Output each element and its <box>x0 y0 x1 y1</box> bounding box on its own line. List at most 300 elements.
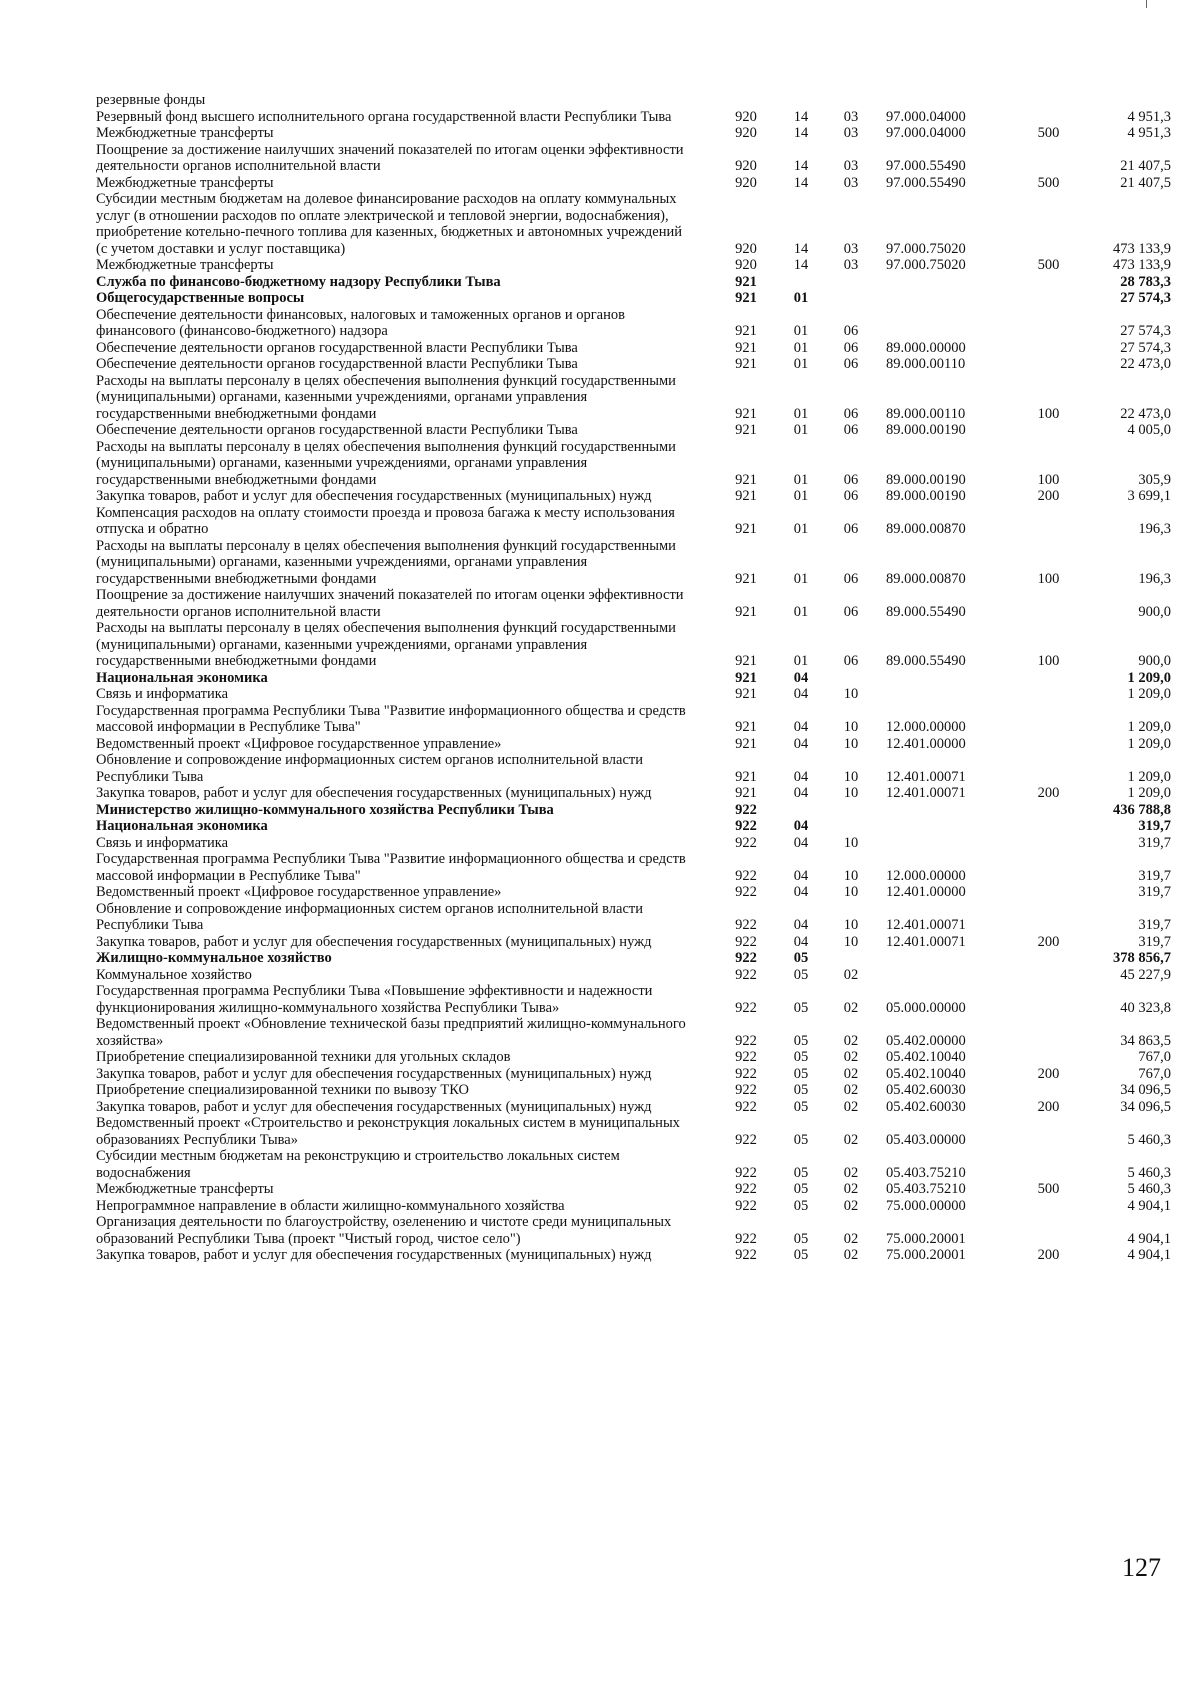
row-cell-c6: 22 473,0 <box>1120 405 1171 422</box>
row-name: Расходы на выплаты персоналу в целях обеспечения выполнения функций государственными (муниципальными) органами, казенными учреждениями, органами управления государственными внебюджетными фондами <box>96 620 676 669</box>
row-cell-c6: 34 096,5 <box>1120 1082 1171 1098</box>
row-cell-c6: 27 574,3 <box>1120 323 1171 339</box>
row-cell-c1: 922 <box>735 1181 757 1197</box>
row-cell-c6: 45 227,9 <box>1120 966 1171 983</box>
row-name: Субсидии местным бюджетам на долевое финансирование расходов на оплату коммунальных услуг (в отношении расходов по оплате электрической и тепловой энергии, водоснабжения), приобретение котельно-печного топлива для казенных, бюджетных и автономных учреждений (с учетом доставки и услуг поставщика) <box>96 191 682 257</box>
row-cell-c3: 03 <box>843 257 859 273</box>
row-cell-c3: 06 <box>843 521 859 537</box>
row-name: Межбюджетные трансферты <box>96 125 274 141</box>
row-name: Обновление и сопровождение информационных систем органов исполнительной власти Республики Тыва <box>96 900 643 933</box>
row-cell-c6: 3 699,1 <box>1127 488 1171 504</box>
row-name: Непрограммное направление в области жилищно-коммунального хозяйства <box>96 1197 565 1214</box>
row-name: Обеспечение деятельности финансовых, налоговых и таможенных органов и органов финансового (финансово-бюджетного) надзора <box>96 306 625 339</box>
row-cell-c6: 767,0 <box>1138 1049 1171 1065</box>
row-cell-c6: 22 473,0 <box>1120 356 1171 372</box>
row-cell-c4: 12.401.00000 <box>886 735 966 752</box>
row-cell-c6: 473 133,9 <box>1113 240 1171 257</box>
row-cell-c4: 05.402.10040 <box>886 1049 966 1065</box>
row-name: Национальная экономика <box>96 669 268 686</box>
table-row <box>96 752 1171 785</box>
row-cell-c3: 06 <box>843 471 859 488</box>
row-cell-c4: 89.000.00110 <box>886 405 966 422</box>
row-cell-c4: 12.401.00071 <box>886 768 966 785</box>
row-cell-c3: 10 <box>843 785 859 801</box>
row-name: Закупка товаров, работ и услуг для обеспечения государственных (муниципальных) нужд <box>96 933 652 950</box>
row-cell-c1: 921 <box>735 521 757 537</box>
row-cell-c4: 89.000.00190 <box>886 488 966 504</box>
row-cell-c3: 06 <box>843 488 859 504</box>
row-cell-c3: 10 <box>843 719 859 735</box>
row-cell-c1: 921 <box>735 653 757 669</box>
row-cell-c1: 921 <box>735 785 757 801</box>
row-cell-c2: 01 <box>793 471 809 488</box>
row-cell-c1: 921 <box>735 603 757 620</box>
row-cell-c2: 14 <box>793 108 809 125</box>
table-row <box>96 141 1171 175</box>
row-cell-c2: 05 <box>793 950 809 966</box>
row-cell-c4: 97.000.04000 <box>886 108 966 125</box>
row-cell-c6: 4 904,1 <box>1127 1197 1171 1214</box>
row-cell-c4: 05.402.10040 <box>886 1065 966 1082</box>
row-name: Служба по финансово-бюджетному надзору Республики Тыва <box>96 273 501 290</box>
row-cell-c4: 97.000.55490 <box>886 174 966 191</box>
row-name: Резервный фонд высшего исполнительного органа государственной власти Республики Тыва <box>96 108 672 125</box>
row-cell-c1: 922 <box>735 1065 757 1082</box>
row-cell-c2: 05 <box>793 1164 809 1181</box>
row-cell-c1: 921 <box>735 405 757 422</box>
row-name: Обеспечение деятельности органов государственной власти Республики Тыва <box>96 356 578 372</box>
row-cell-c1: 921 <box>735 719 757 735</box>
row-cell-c5: 200 <box>1037 1247 1060 1263</box>
row-cell-c6: 900,0 <box>1138 653 1171 669</box>
row-cell-c5: 200 <box>1037 1065 1060 1082</box>
table-row <box>96 306 1171 340</box>
row-cell-c4: 12.401.00071 <box>886 933 966 950</box>
row-cell-c2: 04 <box>793 834 809 851</box>
row-cell-c3: 02 <box>843 1247 859 1263</box>
row-cell-c3: 02 <box>843 1164 859 1181</box>
row-cell-c1: 922 <box>735 1164 757 1181</box>
row-cell-c2: 01 <box>793 653 809 669</box>
row-cell-c2: 05 <box>793 966 809 983</box>
row-cell-c2: 01 <box>793 339 809 356</box>
row-cell-c6: 319,7 <box>1138 917 1171 933</box>
table-row <box>96 125 1171 142</box>
row-cell-c1: 921 <box>735 290 757 306</box>
row-cell-c3: 06 <box>843 323 859 339</box>
row-cell-c6: 5 460,3 <box>1127 1164 1171 1181</box>
row-cell-c1: 921 <box>735 323 757 339</box>
row-cell-c2: 05 <box>793 1131 809 1148</box>
row-name: Обеспечение деятельности органов государственной власти Республики Тыва <box>96 422 578 438</box>
row-cell-c6: 21 407,5 <box>1120 174 1171 191</box>
table-row <box>96 438 1171 489</box>
row-cell-c3: 02 <box>843 1197 859 1214</box>
row-cell-c2: 04 <box>793 686 809 702</box>
table-row <box>96 983 1171 1016</box>
row-cell-c1: 922 <box>735 1131 757 1148</box>
row-cell-c2: 04 <box>793 818 809 834</box>
row-cell-c2: 01 <box>793 405 809 422</box>
row-cell-c2: 05 <box>793 1197 809 1214</box>
row-cell-c5: 500 <box>1037 1181 1060 1197</box>
row-name: Закупка товаров, работ и услуг для обеспечения государственных (муниципальных) нужд <box>96 1098 652 1115</box>
row-cell-c6: 5 460,3 <box>1127 1181 1171 1197</box>
row-cell-c3: 02 <box>843 1049 859 1065</box>
row-name: Межбюджетные трансферты <box>96 257 274 273</box>
row-cell-c1: 921 <box>735 356 757 372</box>
row-cell-c1: 922 <box>735 1247 757 1263</box>
table-row <box>96 191 1171 257</box>
row-cell-c6: 4 951,3 <box>1127 108 1171 125</box>
row-name: Коммунальное хозяйство <box>96 966 252 983</box>
row-name: Связь и информатика <box>96 686 229 702</box>
row-cell-c6: 900,0 <box>1138 603 1171 620</box>
row-cell-c1: 922 <box>735 867 757 884</box>
row-cell-c3: 10 <box>843 917 859 933</box>
row-cell-c2: 01 <box>793 488 809 504</box>
row-cell-c3: 03 <box>843 158 859 174</box>
row-cell-c2: 04 <box>793 785 809 801</box>
row-name: Закупка товаров, работ и услуг для обеспечения государственных (муниципальных) нужд <box>96 785 652 801</box>
row-cell-c5: 100 <box>1037 570 1060 587</box>
table-row <box>96 1181 1171 1198</box>
table-row <box>96 801 1171 819</box>
row-name: Расходы на выплаты персоналу в целях обеспечения выполнения функций государственными (муниципальными) органами, казенными учреждениями, органами управления государственными внебюджетными фондами <box>96 537 676 587</box>
row-cell-c3: 03 <box>843 108 859 125</box>
row-name: Общегосударственные вопросы <box>96 290 305 306</box>
row-cell-c4: 75.000.00000 <box>886 1197 966 1214</box>
row-cell-c4: 89.000.00000 <box>886 339 966 356</box>
table-row <box>96 1082 1171 1099</box>
row-name: Субсидии местным бюджетам на реконструкцию и строительство локальных систем водоснабжения <box>96 1148 620 1181</box>
table-row <box>96 174 1171 192</box>
row-cell-c1: 922 <box>735 884 757 900</box>
row-cell-c6: 27 574,3 <box>1120 290 1171 306</box>
table-row <box>96 834 1171 852</box>
table-row <box>96 851 1171 884</box>
page-number: 127 <box>1122 1553 1161 1582</box>
row-name: Государственная программа Республики Тыва "Развитие информационного общества и средств массовой информации в Республике Тыва" <box>96 851 686 884</box>
row-cell-c1: 920 <box>735 240 757 257</box>
row-cell-c1: 922 <box>735 933 757 950</box>
row-cell-c1: 920 <box>735 158 757 174</box>
row-cell-c2: 05 <box>793 1065 809 1082</box>
table-row <box>96 620 1171 670</box>
row-name: Закупка товаров, работ и услуг для обеспечения государственных (муниципальных) нужд <box>96 1065 652 1082</box>
table-row <box>96 702 1171 736</box>
row-cell-c4: 89.000.00190 <box>886 422 966 438</box>
row-name: Организация деятельности по благоустройству, озеленению и чистоте среди муниципальных образований Республики Тыва (проект "Чистый город, чистое село") <box>96 1214 672 1247</box>
row-cell-c1: 922 <box>735 1032 757 1049</box>
row-name: Ведомственный проект «Обновление технической базы предприятий жилищно-коммунального хозяйства» <box>96 1016 686 1049</box>
row-cell-c3: 02 <box>843 1230 859 1247</box>
row-name: Закупка товаров, работ и услуг для обеспечения государственных (муниципальных) нужд <box>96 488 652 504</box>
row-cell-c6: 196,3 <box>1138 521 1171 537</box>
row-cell-c3: 02 <box>843 1181 859 1197</box>
row-cell-c2: 04 <box>793 735 809 752</box>
row-cell-c3: 03 <box>843 174 859 191</box>
row-cell-c1: 920 <box>735 108 757 125</box>
row-cell-c2: 01 <box>793 521 809 537</box>
table-row <box>96 1098 1171 1116</box>
row-cell-c3: 06 <box>843 422 859 438</box>
row-cell-c3: 02 <box>843 1032 859 1049</box>
row-cell-c1: 921 <box>735 422 757 438</box>
row-cell-c2: 01 <box>793 422 809 438</box>
table-row <box>96 1197 1171 1215</box>
row-cell-c3: 10 <box>843 933 859 950</box>
row-cell-c5: 500 <box>1037 257 1060 273</box>
row-cell-c3: 02 <box>843 1065 859 1082</box>
row-cell-c3: 06 <box>843 356 859 372</box>
table-row <box>96 1214 1171 1247</box>
row-cell-c4: 05.403.00000 <box>886 1131 966 1148</box>
row-cell-c2: 04 <box>793 867 809 884</box>
row-cell-c3: 02 <box>843 966 859 983</box>
row-cell-c6: 305,9 <box>1138 471 1171 488</box>
row-cell-c4: 75.000.20001 <box>886 1230 966 1247</box>
table-row <box>96 669 1171 687</box>
row-cell-c4: 05.403.75210 <box>886 1181 966 1197</box>
row-name: Приобретение специализированной техники для угольных складов <box>96 1049 511 1065</box>
row-cell-c2: 05 <box>793 999 809 1016</box>
row-cell-c2: 01 <box>793 603 809 620</box>
row-cell-c3: 06 <box>843 603 859 620</box>
table-row <box>96 356 1171 373</box>
table-row <box>96 1247 1171 1264</box>
table-row <box>96 735 1171 753</box>
row-cell-c4: 89.000.00870 <box>886 570 966 587</box>
row-name: резервные фонды <box>96 92 206 108</box>
row-cell-c6: 1 209,0 <box>1127 719 1171 735</box>
row-name: Министерство жилищно-коммунального хозяйства Республики Тыва <box>96 801 554 818</box>
row-cell-c1: 921 <box>735 273 757 290</box>
table-row <box>96 818 1171 835</box>
row-name: Компенсация расходов на оплату стоимости проезда и провоза багажа к месту использования отпуска и обратно <box>96 504 675 537</box>
row-cell-c2: 01 <box>793 356 809 372</box>
row-cell-c1: 921 <box>735 471 757 488</box>
row-cell-c1: 922 <box>735 950 757 966</box>
table-row <box>96 884 1171 901</box>
row-cell-c3: 06 <box>843 570 859 587</box>
row-cell-c1: 922 <box>735 834 757 851</box>
row-cell-c3: 10 <box>843 867 859 884</box>
row-cell-c1: 922 <box>735 1082 757 1098</box>
row-name: Обновление и сопровождение информационных систем органов исполнительной власти Республики Тыва <box>96 752 643 785</box>
table-row <box>96 488 1171 505</box>
row-cell-c3: 10 <box>843 834 859 851</box>
row-cell-c5: 500 <box>1037 174 1060 191</box>
row-cell-c6: 21 407,5 <box>1120 158 1171 174</box>
table-row <box>96 950 1171 967</box>
table-row <box>96 108 1171 126</box>
row-cell-c2: 04 <box>793 768 809 785</box>
row-cell-c4: 89.000.55490 <box>886 653 966 669</box>
table-row <box>96 1148 1171 1181</box>
row-cell-c1: 920 <box>735 174 757 191</box>
row-cell-c2: 05 <box>793 1247 809 1263</box>
table-row <box>96 966 1171 984</box>
budget-table <box>96 92 1171 1264</box>
table-row <box>96 1065 1171 1083</box>
row-cell-c2: 05 <box>793 1230 809 1247</box>
row-name: Обеспечение деятельности органов государственной власти Республики Тыва <box>96 339 578 356</box>
row-cell-c4: 97.000.55490 <box>886 158 966 174</box>
row-cell-c4: 05.402.00000 <box>886 1032 966 1049</box>
row-cell-c3: 02 <box>843 1082 859 1098</box>
table-row <box>96 273 1171 291</box>
row-name: Поощрение за достижение наилучших значений показателей по итогам оценки эффективности деятельности органов исполнительной власти <box>96 587 684 620</box>
row-cell-c2: 14 <box>793 158 809 174</box>
row-cell-c6: 1 209,0 <box>1127 768 1171 785</box>
row-name: Ведомственный проект «Цифровое государственное управление» <box>96 735 502 752</box>
row-name: Государственная программа Республики Тыва «Повышение эффективности и надежности функционирования жилищно-коммунального хозяйства Республики Тыва» <box>96 983 653 1016</box>
row-cell-c6: 767,0 <box>1138 1065 1171 1082</box>
row-cell-c4: 05.000.00000 <box>886 999 966 1016</box>
row-cell-c6: 319,7 <box>1138 884 1171 900</box>
row-cell-c2: 14 <box>793 125 809 141</box>
table-row <box>96 1115 1171 1148</box>
row-cell-c3: 02 <box>843 999 859 1016</box>
row-cell-c6: 319,7 <box>1138 867 1171 884</box>
row-cell-c6: 1 209,0 <box>1127 686 1171 702</box>
row-cell-c1: 922 <box>735 1049 757 1065</box>
row-cell-c2: 14 <box>793 174 809 191</box>
row-cell-c2: 04 <box>793 933 809 950</box>
row-cell-c4: 12.401.00071 <box>886 917 966 933</box>
row-cell-c2: 04 <box>793 884 809 900</box>
row-cell-c3: 06 <box>843 339 859 356</box>
row-cell-c6: 4 904,1 <box>1127 1230 1171 1247</box>
row-cell-c2: 14 <box>793 240 809 257</box>
row-name: Национальная экономика <box>96 818 268 834</box>
row-cell-c1: 921 <box>735 669 757 686</box>
row-cell-c4: 12.000.00000 <box>886 867 966 884</box>
row-cell-c4: 89.000.55490 <box>886 603 966 620</box>
table-row <box>96 537 1171 588</box>
row-cell-c4: 05.403.75210 <box>886 1164 966 1181</box>
row-cell-c6: 4 005,0 <box>1127 422 1171 438</box>
table-row <box>96 587 1171 620</box>
row-name: Ведомственный проект «Цифровое государственное управление» <box>96 884 502 900</box>
row-cell-c4: 97.000.75020 <box>886 240 966 257</box>
table-row <box>96 785 1171 802</box>
row-cell-c6: 436 788,8 <box>1113 801 1171 818</box>
row-cell-c5: 200 <box>1037 488 1060 504</box>
row-cell-c5: 200 <box>1037 933 1060 950</box>
row-cell-c3: 02 <box>843 1131 859 1148</box>
row-cell-c1: 921 <box>735 735 757 752</box>
row-name: Связь и информатика <box>96 834 229 851</box>
table-row <box>96 339 1171 357</box>
row-cell-c3: 10 <box>843 884 859 900</box>
row-cell-c2: 05 <box>793 1181 809 1197</box>
row-cell-c1: 921 <box>735 339 757 356</box>
row-cell-c4: 12.000.00000 <box>886 719 966 735</box>
row-cell-c6: 1 209,0 <box>1127 785 1171 801</box>
row-cell-c4: 89.000.00870 <box>886 521 966 537</box>
row-cell-c6: 319,7 <box>1138 933 1171 950</box>
row-cell-c6: 28 783,3 <box>1120 273 1171 290</box>
row-cell-c6: 473 133,9 <box>1113 257 1171 273</box>
row-cell-c1: 922 <box>735 1230 757 1247</box>
row-cell-c4: 97.000.04000 <box>886 125 966 141</box>
row-cell-c3: 03 <box>843 125 859 141</box>
row-cell-c1: 921 <box>735 768 757 785</box>
row-cell-c4: 75.000.20001 <box>886 1247 966 1263</box>
row-cell-c2: 01 <box>793 323 809 339</box>
row-cell-c6: 319,7 <box>1138 818 1171 834</box>
row-cell-c6: 1 209,0 <box>1127 669 1171 686</box>
table-row <box>96 686 1171 703</box>
row-cell-c6: 27 574,3 <box>1120 339 1171 356</box>
table-row <box>96 1049 1171 1066</box>
row-cell-c2: 05 <box>793 1049 809 1065</box>
row-cell-c5: 100 <box>1037 471 1060 488</box>
row-cell-c5: 100 <box>1037 405 1060 422</box>
row-cell-c1: 921 <box>735 570 757 587</box>
table-row <box>96 422 1171 439</box>
row-name: Поощрение за достижение наилучших значений показателей по итогам оценки эффективности деятельности органов исполнительной власти <box>96 141 684 174</box>
row-cell-c2: 05 <box>793 1032 809 1049</box>
row-cell-c4: 05.402.60030 <box>886 1082 966 1098</box>
row-cell-c6: 319,7 <box>1138 834 1171 851</box>
row-cell-c3: 06 <box>843 653 859 669</box>
row-cell-c6: 40 323,8 <box>1120 999 1171 1016</box>
row-cell-c6: 34 096,5 <box>1120 1098 1171 1115</box>
row-cell-c3: 06 <box>843 405 859 422</box>
row-name: Межбюджетные трансферты <box>96 174 274 191</box>
row-name: Жилищно-коммунальное хозяйство <box>96 950 332 966</box>
row-cell-c1: 920 <box>735 125 757 141</box>
row-cell-c6: 196,3 <box>1138 570 1171 587</box>
row-cell-c1: 922 <box>735 801 757 818</box>
row-cell-c5: 500 <box>1037 125 1060 141</box>
table-row <box>96 372 1171 423</box>
table-row <box>96 92 1156 109</box>
row-cell-c3: 10 <box>843 735 859 752</box>
row-name: Закупка товаров, работ и услуг для обеспечения государственных (муниципальных) нужд <box>96 1247 652 1263</box>
row-cell-c6: 34 863,5 <box>1120 1032 1171 1049</box>
row-cell-c5: 200 <box>1037 785 1060 801</box>
row-cell-c1: 920 <box>735 257 757 273</box>
table-row <box>96 933 1171 951</box>
row-cell-c1: 921 <box>735 686 757 702</box>
row-cell-c4: 89.000.00110 <box>886 356 966 372</box>
row-name: Ведомственный проект «Строительство и реконструкция локальных систем в муниципальных образованиях Республики Тыва» <box>96 1115 680 1148</box>
table-row <box>96 504 1171 538</box>
row-name: Приобретение специализированной техники по вывозу ТКО <box>96 1082 470 1098</box>
row-cell-c6: 4 951,3 <box>1127 125 1171 141</box>
row-cell-c2: 14 <box>793 257 809 273</box>
row-cell-c2: 05 <box>793 1082 809 1098</box>
row-cell-c4: 97.000.75020 <box>886 257 966 273</box>
scan-mark <box>1146 0 1147 8</box>
row-cell-c1: 922 <box>735 1098 757 1115</box>
row-cell-c4: 12.401.00000 <box>886 884 966 900</box>
row-name: Государственная программа Республики Тыва "Развитие информационного общества и средств массовой информации в Республике Тыва" <box>96 702 686 735</box>
table-row <box>96 290 1171 307</box>
row-cell-c6: 1 209,0 <box>1127 735 1171 752</box>
row-cell-c1: 922 <box>735 1197 757 1214</box>
row-cell-c6: 4 904,1 <box>1127 1247 1171 1263</box>
row-cell-c3: 10 <box>843 686 859 702</box>
row-cell-c3: 03 <box>843 240 859 257</box>
row-cell-c1: 921 <box>735 488 757 504</box>
row-cell-c4: 89.000.00190 <box>886 471 966 488</box>
row-cell-c5: 100 <box>1037 653 1060 669</box>
